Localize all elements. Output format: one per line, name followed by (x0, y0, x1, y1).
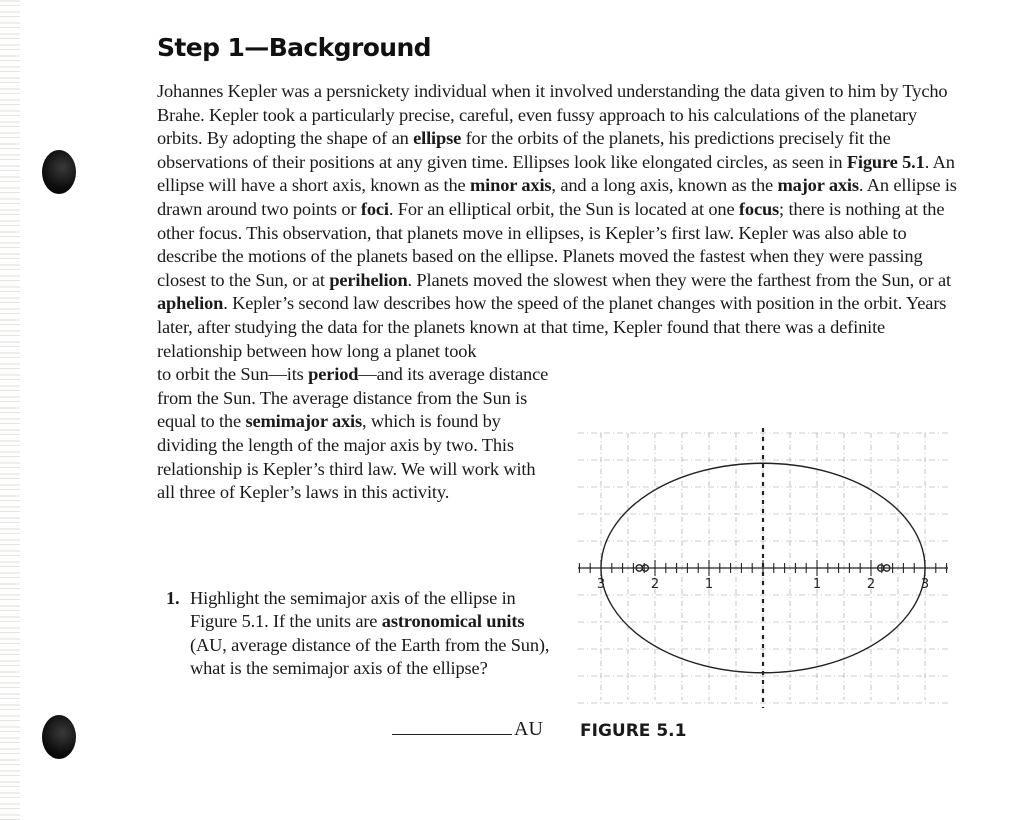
figure-caption: FIGURE 5.1 (580, 721, 687, 741)
bold-term: period (308, 364, 359, 385)
figure-major-axis (578, 560, 948, 576)
bold-term: astronomical units (381, 611, 525, 632)
bold-term: aphelion (157, 293, 224, 314)
punch-hole-top (42, 150, 76, 194)
text-run: . An ellipse is drawn around two points or (157, 175, 957, 219)
bold-term: minor axis (469, 175, 552, 196)
bold-term: perihelion (329, 269, 408, 290)
text-run: , which is found by dividing the length of the major axis by two. This relationship is Kepler’s third law. We will work with all three of Kepler’s laws in this activity. (157, 411, 536, 503)
answer-line (392, 718, 543, 741)
text-run: Johannes Kepler was a persnickety individual when it involved understanding the data given to him by Tycho Brahe. Kepler took a particularly precise, careful, even fussy approach to his calculations of the planetary orbits. By adopting the shape of an (157, 81, 948, 149)
tick-label-left-1: 2 (650, 577, 660, 592)
tick-label-left-0: 3 (596, 577, 606, 592)
bold-term: focus (738, 198, 780, 219)
tick-label-right-2: 3 (920, 577, 930, 592)
tick-label-right-0: 1 (812, 577, 822, 592)
text-run: ; there is nothing at the other focus. This observation, that planets move in ellipses, is Kepler’s first law. Kepler was also able to describe the motions of the planets based on the ellipse. Planets moved the fastest when they were passing closest to the Sun, or at (157, 198, 945, 290)
question-number: 1. (166, 588, 180, 608)
tick-label-left-2: 1 (704, 577, 714, 592)
answer-blank[interactable] (392, 720, 512, 735)
section-heading: Step 1—Background (157, 33, 431, 62)
question-1 (166, 587, 556, 681)
answer-unit: AU (514, 718, 543, 740)
tick-label-right-1: 2 (866, 577, 876, 592)
text-run: . An ellipse will have a short axis, known as the (157, 151, 955, 196)
question-text (190, 587, 556, 681)
punch-hole-bottom (42, 715, 76, 759)
bold-term: semimajor axis (245, 411, 363, 432)
text-run: , and a long axis, known as the (551, 175, 778, 196)
text-run: (AU, average distance of the Earth from the Sun), what is the semimajor axis of the ellipse? (190, 634, 550, 679)
text-run: Highlight the semimajor axis of the ellipse in Figure 5.1. If the units are (190, 588, 516, 632)
bold-term: ellipse (413, 128, 462, 149)
ellipse-figure (578, 428, 948, 713)
text-run: —and its average distance from the Sun. The average distance from the Sun is equal to the (157, 364, 549, 432)
text-run: for the orbits of the planets, his predictions precisely fit the observations of their positions at any given time. Ellipses look like elongated circles, as seen in (157, 128, 891, 172)
text-run: . Kepler’s second law describes how the speed of the planet changes with position in the orbit. Years later, after studying the data for the planets known at that time, Kepler found that there was a definite relationship between how long a planet took (157, 293, 947, 361)
page-binding-edge (0, 0, 20, 820)
bold-term: major axis (777, 175, 859, 196)
bold-term: Figure 5.1 (846, 151, 925, 172)
text-run: . Planets moved the slowest when they were the farthest from the Sun, or at (407, 269, 951, 290)
text-run: to orbit the Sun—its (157, 364, 309, 385)
text-run: . For an elliptical orbit, the Sun is located at one (388, 198, 739, 219)
bold-term: foci (360, 198, 389, 219)
background-paragraph-narrow (157, 363, 552, 505)
